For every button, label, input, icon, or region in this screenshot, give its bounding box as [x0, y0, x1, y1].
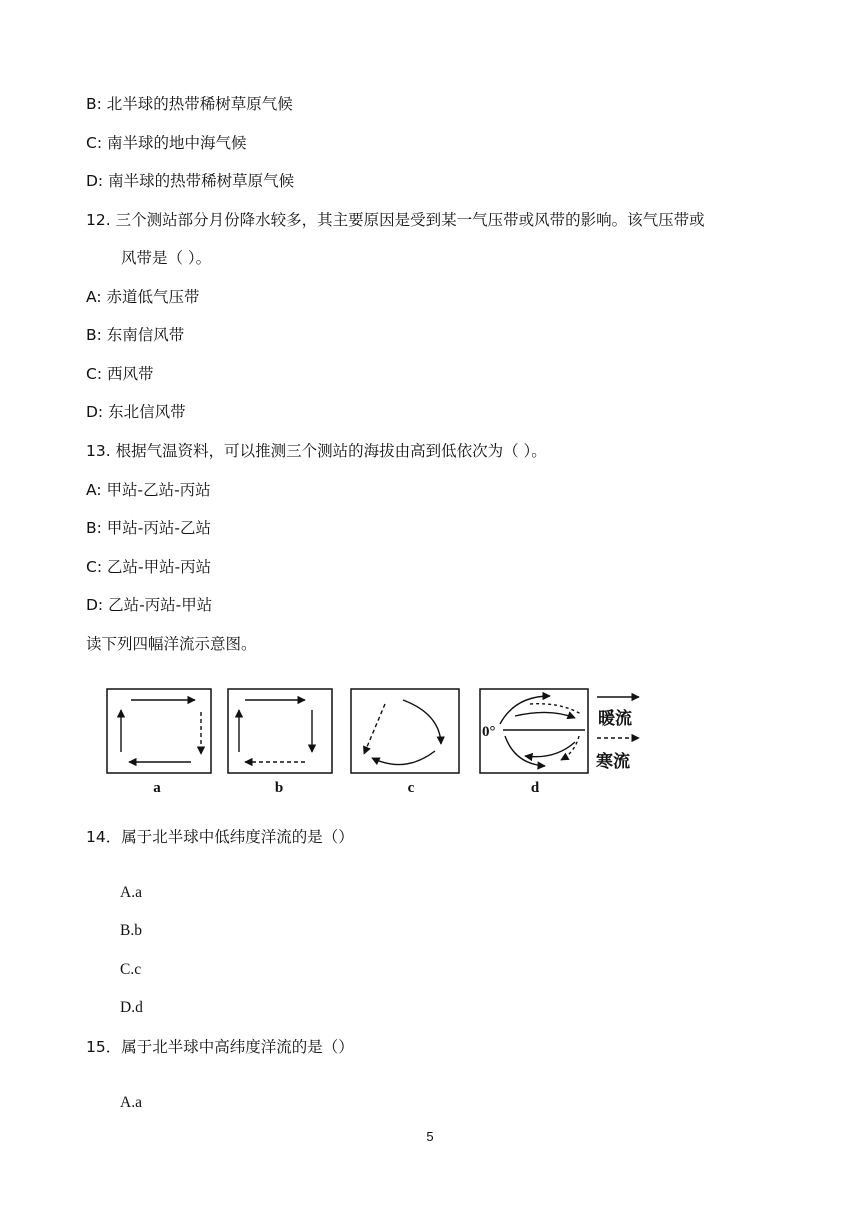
figure-intro: 读下列四幅洋流示意图。: [86, 635, 257, 653]
q13-option-c: C: 乙站-甲站-丙站: [86, 558, 212, 576]
panel-a-frame: [107, 689, 211, 773]
panel-c-frame: [351, 689, 459, 773]
panel-label-d: d: [530, 780, 540, 796]
option-line: B: 北半球的热带稀树草原气候: [86, 95, 293, 113]
q15-option-a: A.a: [120, 1094, 142, 1111]
current-arrow: [372, 751, 435, 765]
question-14: 14．属于北半球中低纬度洋流的是（）: [86, 828, 354, 846]
q13-option-d: D: 乙站-丙站-甲站: [86, 596, 213, 614]
panel-label-b: b: [274, 780, 284, 796]
ocean-current-diagram: [105, 686, 650, 798]
question-13: 13. 根据气温资料，可以推测三个测站的海拔由高到低依次为（ ）。: [86, 442, 547, 460]
q12-option-a: A: 赤道低气压带: [86, 288, 200, 306]
option-line: D: 南半球的热带稀树草原气候: [86, 172, 295, 190]
equator-label: 0°: [482, 724, 496, 740]
question-12-cont: 风带是（ ）。: [121, 249, 212, 267]
q12-option-b: B: 东南信风带: [86, 326, 185, 344]
question-12: 12. 三个测站部分月份降水较多，其主要原因是受到某一气压带或风带的影响。该气压带或: [86, 211, 705, 229]
q14-option-b: B.b: [120, 922, 142, 939]
q12-option-c: C: 西风带: [86, 365, 154, 383]
panel-d-frame: [480, 689, 588, 773]
current-arrow: [561, 736, 579, 760]
current-arrow: [525, 742, 575, 757]
current-arrow: [364, 704, 385, 754]
current-arrow: [403, 700, 441, 744]
question-15: 15．属于北半球中高纬度洋流的是（）: [86, 1038, 354, 1056]
current-arrow: [505, 736, 545, 766]
q12-option-d: D: 东北信风带: [86, 403, 186, 421]
current-arrow: [515, 712, 575, 718]
panel-b-frame: [228, 689, 332, 773]
panel-label-c: c: [407, 780, 415, 796]
page-number: 5: [426, 1129, 434, 1144]
current-arrow: [500, 696, 550, 724]
q14-option-a: A.a: [120, 884, 142, 901]
option-line: C: 南半球的地中海气候: [86, 134, 247, 152]
q14-option-d: D.d: [120, 999, 143, 1016]
legend-cold: 寒流: [596, 752, 630, 771]
legend-warm: 暖流: [598, 709, 632, 728]
q13-option-b: B: 甲站-丙站-乙站: [86, 519, 211, 537]
q14-option-c: C.c: [120, 961, 142, 978]
panel-label-a: a: [153, 780, 161, 796]
q13-option-a: A: 甲站-乙站-丙站: [86, 481, 211, 499]
